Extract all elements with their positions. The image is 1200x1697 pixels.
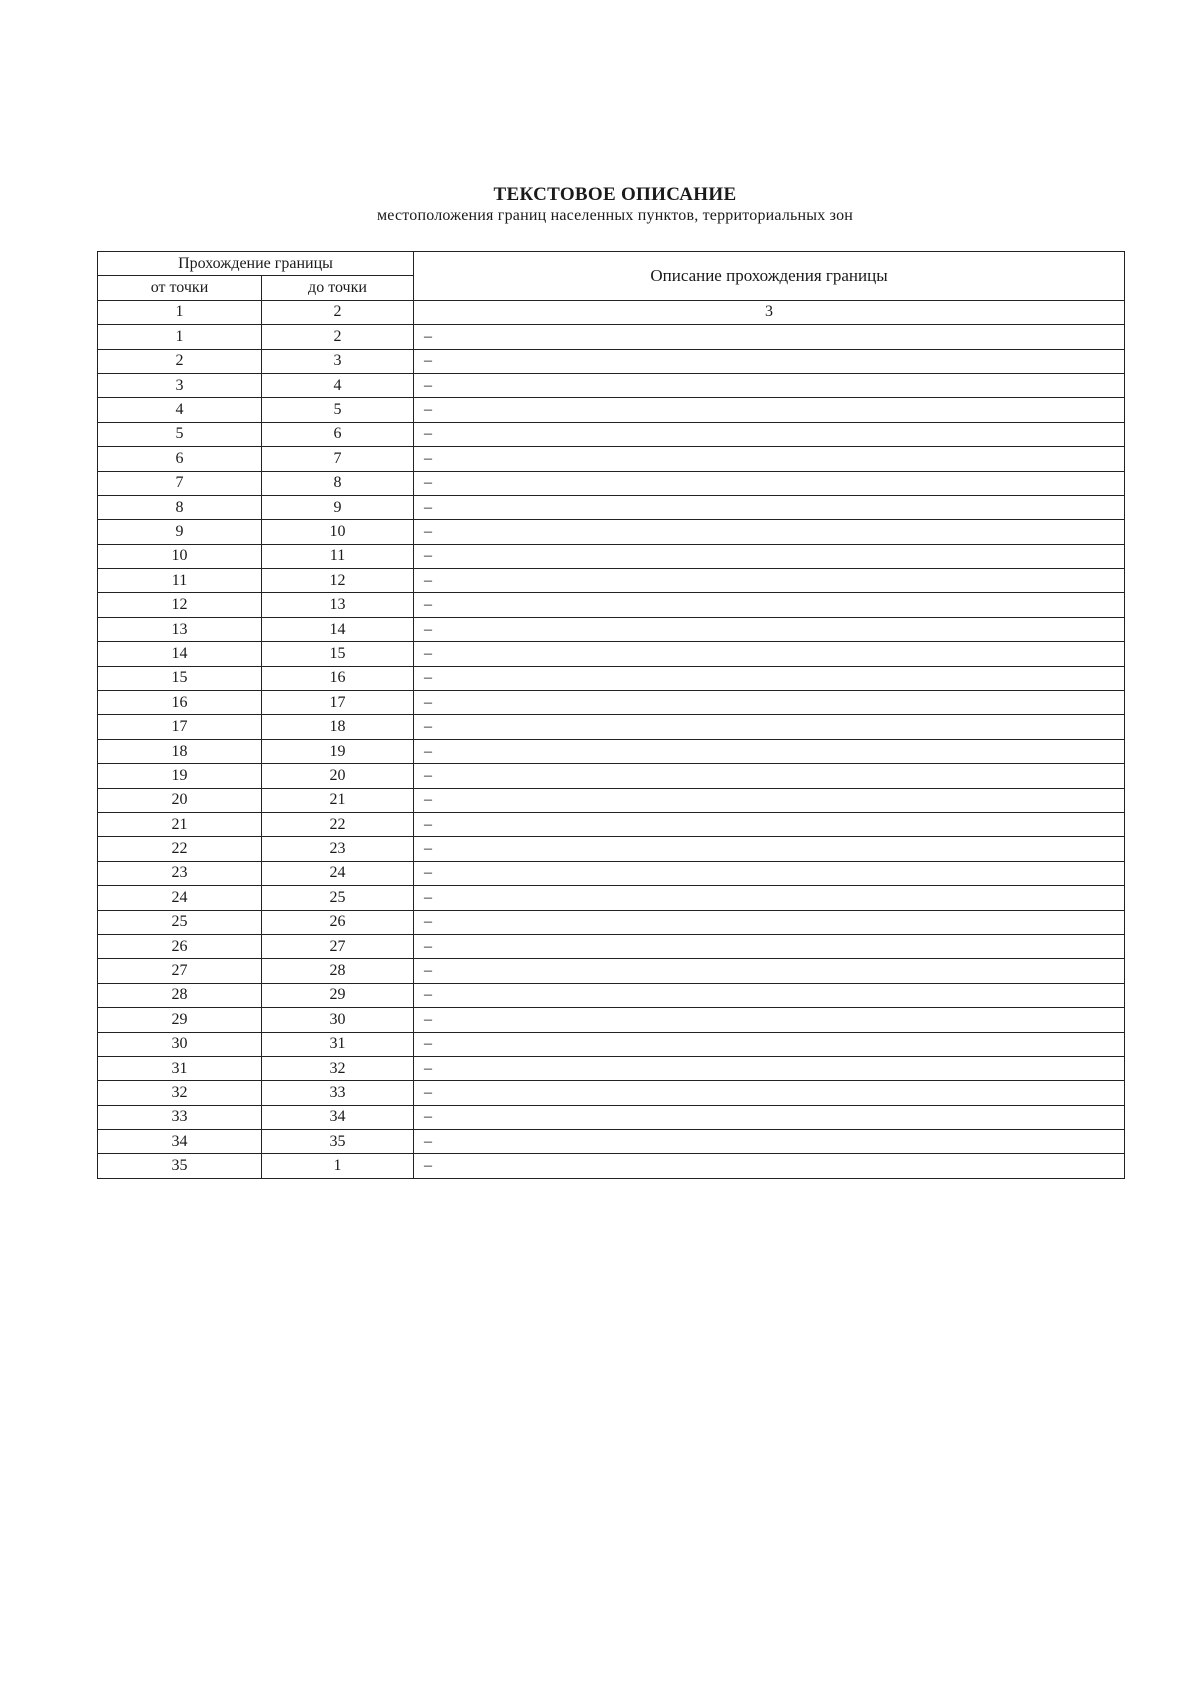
boundary-description-header: Описание прохождения границы [414, 252, 1125, 301]
description-cell: – [414, 1154, 1125, 1178]
to-point-cell: 31 [262, 1032, 414, 1056]
to-point-cell: 18 [262, 715, 414, 739]
from-point-cell: 32 [98, 1081, 262, 1105]
description-cell: – [414, 1081, 1125, 1105]
from-point-cell: 20 [98, 788, 262, 812]
description-cell: – [414, 495, 1125, 519]
to-point-cell: 20 [262, 764, 414, 788]
table-row [98, 1056, 1125, 1080]
to-point-cell: 6 [262, 422, 414, 446]
to-point-cell: 12 [262, 569, 414, 593]
document-title: ТЕКСТОВОЕ ОПИСАНИЕ [493, 184, 737, 205]
table-row [98, 520, 1125, 544]
description-cell: – [414, 349, 1125, 373]
description-cell: – [414, 886, 1125, 910]
to-point-cell: 24 [262, 861, 414, 885]
table-row [98, 886, 1125, 910]
table-row [98, 422, 1125, 446]
to-point-cell: 9 [262, 495, 414, 519]
from-point-header: от точки [98, 276, 262, 300]
description-cell: – [414, 1032, 1125, 1056]
description-cell: – [414, 569, 1125, 593]
description-cell: – [414, 910, 1125, 934]
from-point-cell: 2 [98, 349, 262, 373]
table-row [98, 398, 1125, 422]
column-number: 3 [414, 300, 1125, 324]
table-row [98, 812, 1125, 836]
description-cell: – [414, 959, 1125, 983]
to-point-cell: 22 [262, 812, 414, 836]
description-cell: – [414, 544, 1125, 568]
to-point-cell: 30 [262, 1008, 414, 1032]
table-row [98, 959, 1125, 983]
from-point-cell: 16 [98, 691, 262, 715]
from-point-cell: 6 [98, 447, 262, 471]
to-point-cell: 35 [262, 1130, 414, 1154]
table-row [98, 1081, 1125, 1105]
from-point-cell: 10 [98, 544, 262, 568]
from-point-cell: 4 [98, 398, 262, 422]
to-point-cell: 2 [262, 325, 414, 349]
to-point-cell: 17 [262, 691, 414, 715]
to-point-cell: 13 [262, 593, 414, 617]
table-row [98, 910, 1125, 934]
to-point-cell: 21 [262, 788, 414, 812]
from-point-cell: 7 [98, 471, 262, 495]
table-row [98, 764, 1125, 788]
from-point-cell: 28 [98, 983, 262, 1007]
to-point-cell: 1 [262, 1154, 414, 1178]
from-point-cell: 34 [98, 1130, 262, 1154]
table-row [98, 739, 1125, 763]
from-point-cell: 33 [98, 1105, 262, 1129]
table-row [98, 666, 1125, 690]
boundary-passage-header: Прохождение границы [98, 252, 414, 276]
description-cell: – [414, 691, 1125, 715]
description-cell: – [414, 837, 1125, 861]
header-row-group [98, 252, 1125, 276]
from-point-cell: 9 [98, 520, 262, 544]
from-point-cell: 18 [98, 739, 262, 763]
table-row [98, 349, 1125, 373]
description-cell: – [414, 447, 1125, 471]
to-point-cell: 4 [262, 373, 414, 397]
from-point-cell: 17 [98, 715, 262, 739]
description-cell: – [414, 642, 1125, 666]
description-cell: – [414, 934, 1125, 958]
table-row [98, 934, 1125, 958]
description-cell: – [414, 1056, 1125, 1080]
table-row [98, 1032, 1125, 1056]
to-point-cell: 33 [262, 1081, 414, 1105]
from-point-cell: 30 [98, 1032, 262, 1056]
to-point-cell: 11 [262, 544, 414, 568]
description-cell: – [414, 422, 1125, 446]
table-row [98, 471, 1125, 495]
to-point-cell: 3 [262, 349, 414, 373]
description-cell: – [414, 861, 1125, 885]
to-point-cell: 23 [262, 837, 414, 861]
from-point-cell: 26 [98, 934, 262, 958]
from-point-cell: 1 [98, 325, 262, 349]
to-point-cell: 8 [262, 471, 414, 495]
to-point-cell: 14 [262, 617, 414, 641]
table-row [98, 373, 1125, 397]
from-point-cell: 12 [98, 593, 262, 617]
table-row [98, 1105, 1125, 1129]
from-point-cell: 31 [98, 1056, 262, 1080]
to-point-cell: 28 [262, 959, 414, 983]
table-row [98, 1008, 1125, 1032]
to-point-header: до точки [262, 276, 414, 300]
to-point-cell: 7 [262, 447, 414, 471]
description-cell: – [414, 471, 1125, 495]
description-cell: – [414, 325, 1125, 349]
table-row [98, 837, 1125, 861]
from-point-cell: 35 [98, 1154, 262, 1178]
description-cell: – [414, 666, 1125, 690]
table-row [98, 593, 1125, 617]
table-row [98, 642, 1125, 666]
description-cell: – [414, 617, 1125, 641]
table-row [98, 325, 1125, 349]
description-cell: – [414, 1130, 1125, 1154]
from-point-cell: 8 [98, 495, 262, 519]
to-point-cell: 34 [262, 1105, 414, 1129]
table-row [98, 983, 1125, 1007]
table-row [98, 788, 1125, 812]
from-point-cell: 3 [98, 373, 262, 397]
from-point-cell: 22 [98, 837, 262, 861]
description-cell: – [414, 593, 1125, 617]
column-number: 1 [98, 300, 262, 324]
from-point-cell: 24 [98, 886, 262, 910]
column-number: 2 [262, 300, 414, 324]
description-cell: – [414, 373, 1125, 397]
from-point-cell: 15 [98, 666, 262, 690]
description-cell: – [414, 1105, 1125, 1129]
description-cell: – [414, 715, 1125, 739]
to-point-cell: 32 [262, 1056, 414, 1080]
table-row [98, 447, 1125, 471]
to-point-cell: 5 [262, 398, 414, 422]
description-cell: – [414, 983, 1125, 1007]
table-row [98, 691, 1125, 715]
table-row [98, 569, 1125, 593]
description-cell: – [414, 398, 1125, 422]
from-point-cell: 23 [98, 861, 262, 885]
description-cell: – [414, 812, 1125, 836]
from-point-cell: 27 [98, 959, 262, 983]
table-row [98, 617, 1125, 641]
to-point-cell: 19 [262, 739, 414, 763]
description-cell: – [414, 788, 1125, 812]
to-point-cell: 25 [262, 886, 414, 910]
from-point-cell: 25 [98, 910, 262, 934]
description-cell: – [414, 764, 1125, 788]
to-point-cell: 26 [262, 910, 414, 934]
description-cell: – [414, 739, 1125, 763]
from-point-cell: 14 [98, 642, 262, 666]
description-cell: – [414, 1008, 1125, 1032]
to-point-cell: 27 [262, 934, 414, 958]
from-point-cell: 19 [98, 764, 262, 788]
to-point-cell: 16 [262, 666, 414, 690]
from-point-cell: 29 [98, 1008, 262, 1032]
table-row [98, 544, 1125, 568]
to-point-cell: 10 [262, 520, 414, 544]
to-point-cell: 29 [262, 983, 414, 1007]
table-row [98, 861, 1125, 885]
from-point-cell: 21 [98, 812, 262, 836]
column-number-row [98, 300, 1125, 324]
from-point-cell: 5 [98, 422, 262, 446]
to-point-cell: 15 [262, 642, 414, 666]
boundary-table [97, 251, 1125, 1179]
table-row [98, 1130, 1125, 1154]
table-row [98, 715, 1125, 739]
table-row [98, 495, 1125, 519]
from-point-cell: 13 [98, 617, 262, 641]
from-point-cell: 11 [98, 569, 262, 593]
table-row [98, 1154, 1125, 1178]
document-subtitle: местоположения границ населенных пунктов, территориальных зон [376, 207, 854, 224]
description-cell: – [414, 520, 1125, 544]
